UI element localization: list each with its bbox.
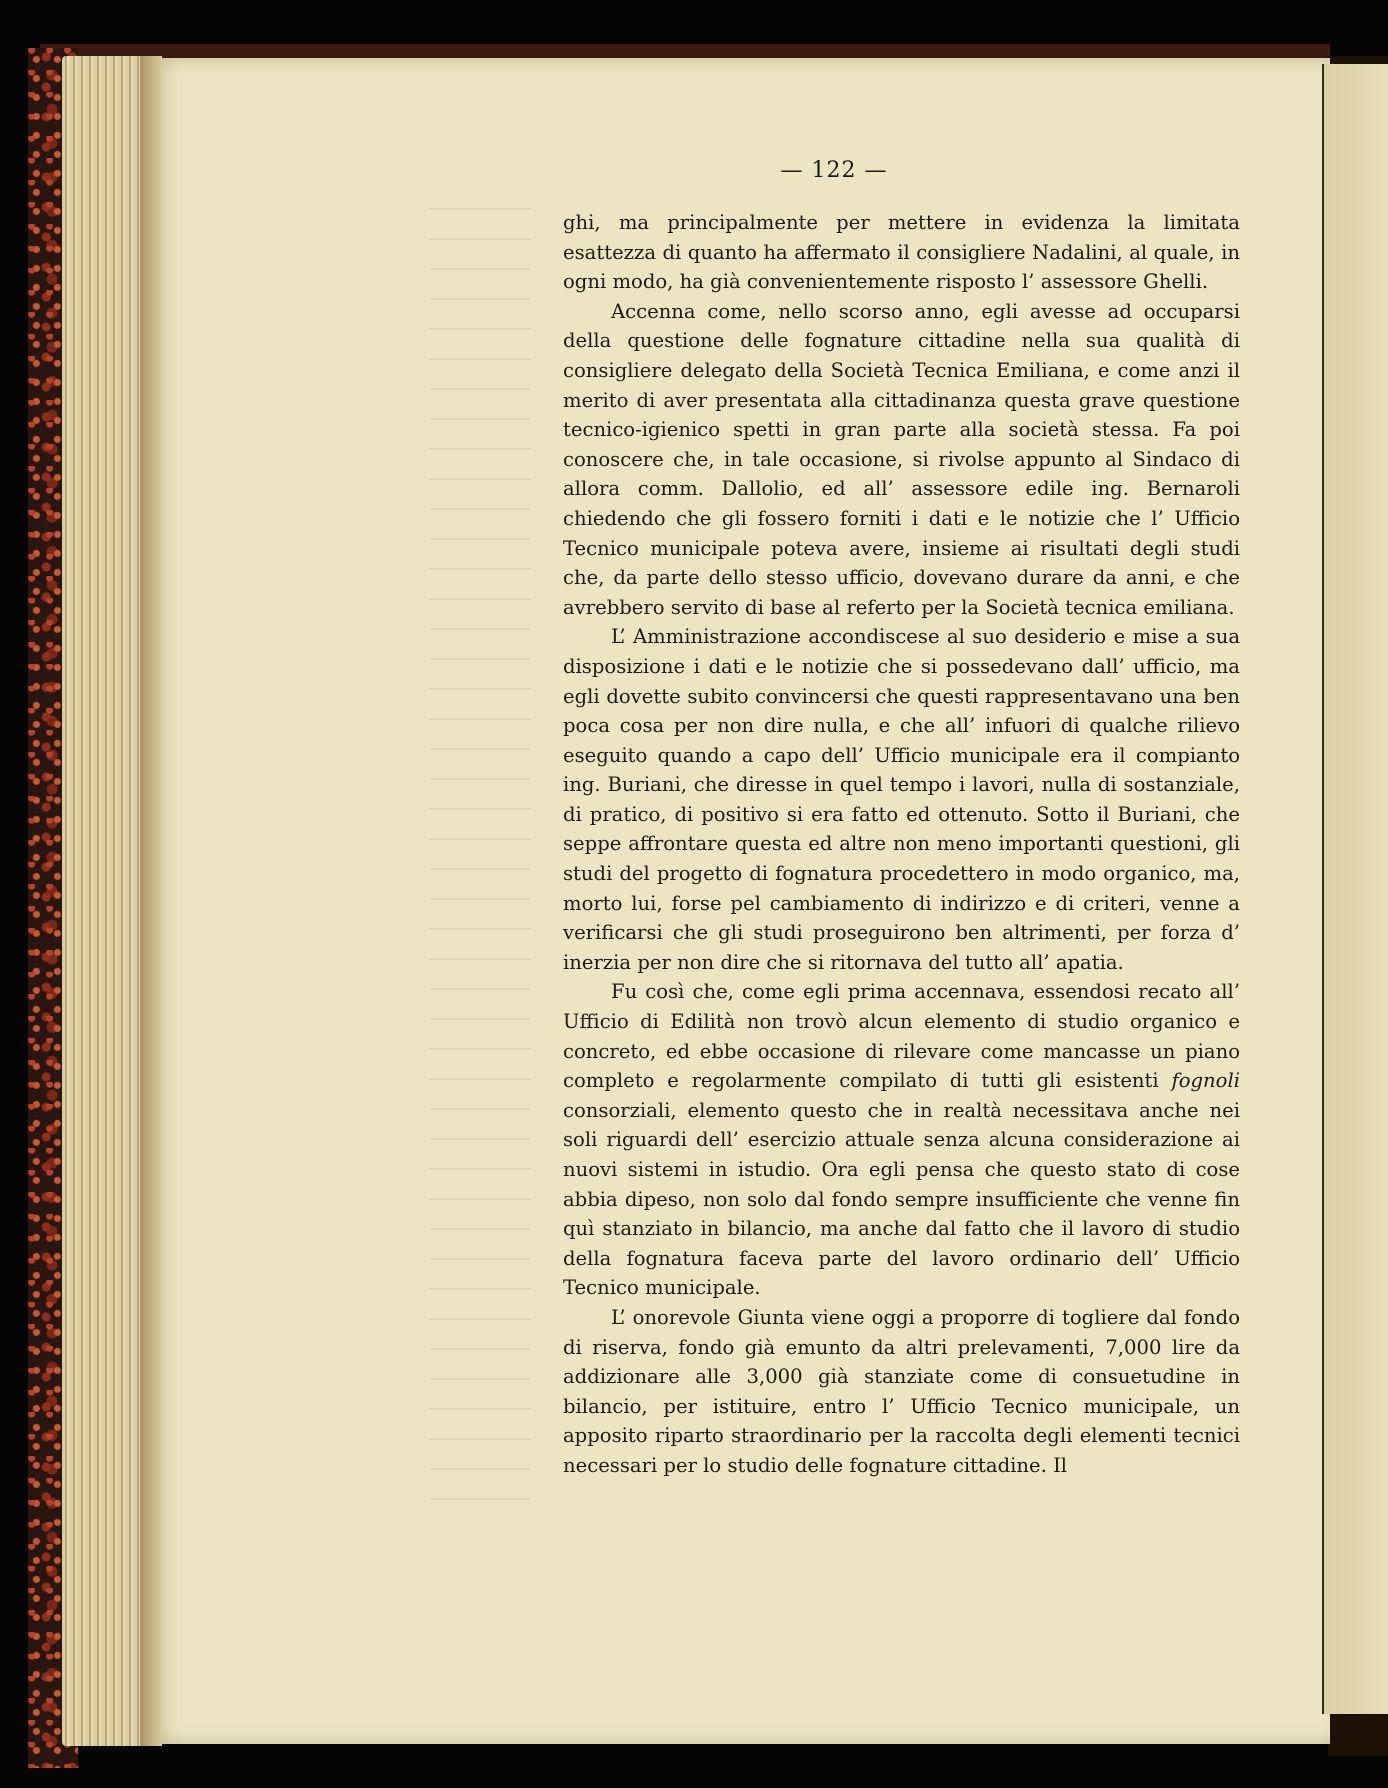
paragraph-text: Accenna come, nello scorso anno, egli avesse ad occuparsi della questione delle fognature cittadine nella sua qualità di consigliere delegato della Società Tecnica Emiliana, e come anzi il merito di aver presentata alla cittadinanza questa grave questione tecnico-igienico spetti in gran parte alla società stessa. Fa poi conoscere che, in tale occasione, si rivolse appunto al Sindaco di allora comm. Dallolio, ed all’ assessore edile ing. Bernaroli chiedendo che gli fossero forniti i dati e le notizie che l’ Ufficio Tecnico municipale poteva avere, insieme ai risultati degli studi che, da parte dello stesso ufficio, dovevano durare da anni, e che avrebbero servito di base al referto per la Società tecnica emiliana. [563, 299, 1240, 619]
paragraph-text: ghi, ma principalmente per mettere in evidenza la limitata esattezza di quanto ha affermato il consigliere Nadalini, al quale, in ogni modo, ha già convenientemente risposto l’ assessore Ghelli. [563, 211, 1240, 294]
paragraph-text: L’ Amministrazione accondiscese al suo desiderio e mise a sua disposizione i dati e le notizie che si possedevano dall’ ufficio, ma egli dovette subito convincersi che questi rappresentavano una ben poca cosa per non dire nulla, e che all’ infuori di qualche rilievo eseguito quando a capo dell’ Ufficio municipale era il compianto ing. Buriani, che diresse in quel tempo i lavori, nulla di sostanziale, di pratico, di positivo si era fatto ed ottenuto. Sotto il Buriani, che seppe affrontare questa ed altre non meno importanti questioni, gli studi del progetto di fognatura procedettero in modo organico, ma, morto lui, forse pel cambiamento di indirizzo e di criteri, venne a verificarsi che gli studi proseguirono ben altrimenti, per forza d’ inerzia per non dire che si ritornava del tutto all’ apatia. [563, 625, 1240, 974]
paragraph [563, 977, 1240, 1303]
italic-term: fognoli [1171, 1069, 1240, 1093]
paragraph [563, 1303, 1240, 1481]
paragraph [563, 622, 1240, 977]
paragraph-text: consorziali, elemento questo che in realtà necessitava anche nei soli riguardi dell’ esercizio attuale senza alcuna considerazione ai nuovi sistemi in istudio. Ora egli pensa che questo stato di cose abbia dipeso, non solo dal fondo sempre insufficiente che venne fin quì stanziato in bilancio, ma anche dal fatto che il lavoro di studio della fognatura faceva parte del lavoro ordinario dell’ Ufficio Tecnico municipale. [563, 1098, 1240, 1300]
binding-gutter [140, 56, 162, 1746]
paragraph-text: L’ onorevole Giunta viene oggi a proporre di togliere dal fondo di riserva, fondo già emunto da altri prelevamenti, 7,000 lire da addizionare alle 3,000 già stanziate come di consuetudine in bilancio, per istituire, entro l’ Ufficio Tecnico municipale, un apposito riparto straordinario per la raccolta degli elementi tecnici necessari per lo studio delle fognature cittadine. Il [563, 1305, 1240, 1477]
body-text [563, 208, 1240, 1481]
paragraph [563, 297, 1240, 623]
show-through-text [430, 208, 530, 1508]
next-leaf-edge [1322, 64, 1388, 1714]
paragraph [563, 208, 1240, 297]
paragraph-text: Fu così che, come egli prima accennava, essendosi recato all’ Ufficio di Edilità non trovò alcun elemento di studio organico e concreto, ed ebbe occasione di rilevare come mancasse un piano completo e regolarmente compilato di tutti gli esistenti [563, 980, 1240, 1093]
page-number: — 122 — [780, 158, 888, 183]
